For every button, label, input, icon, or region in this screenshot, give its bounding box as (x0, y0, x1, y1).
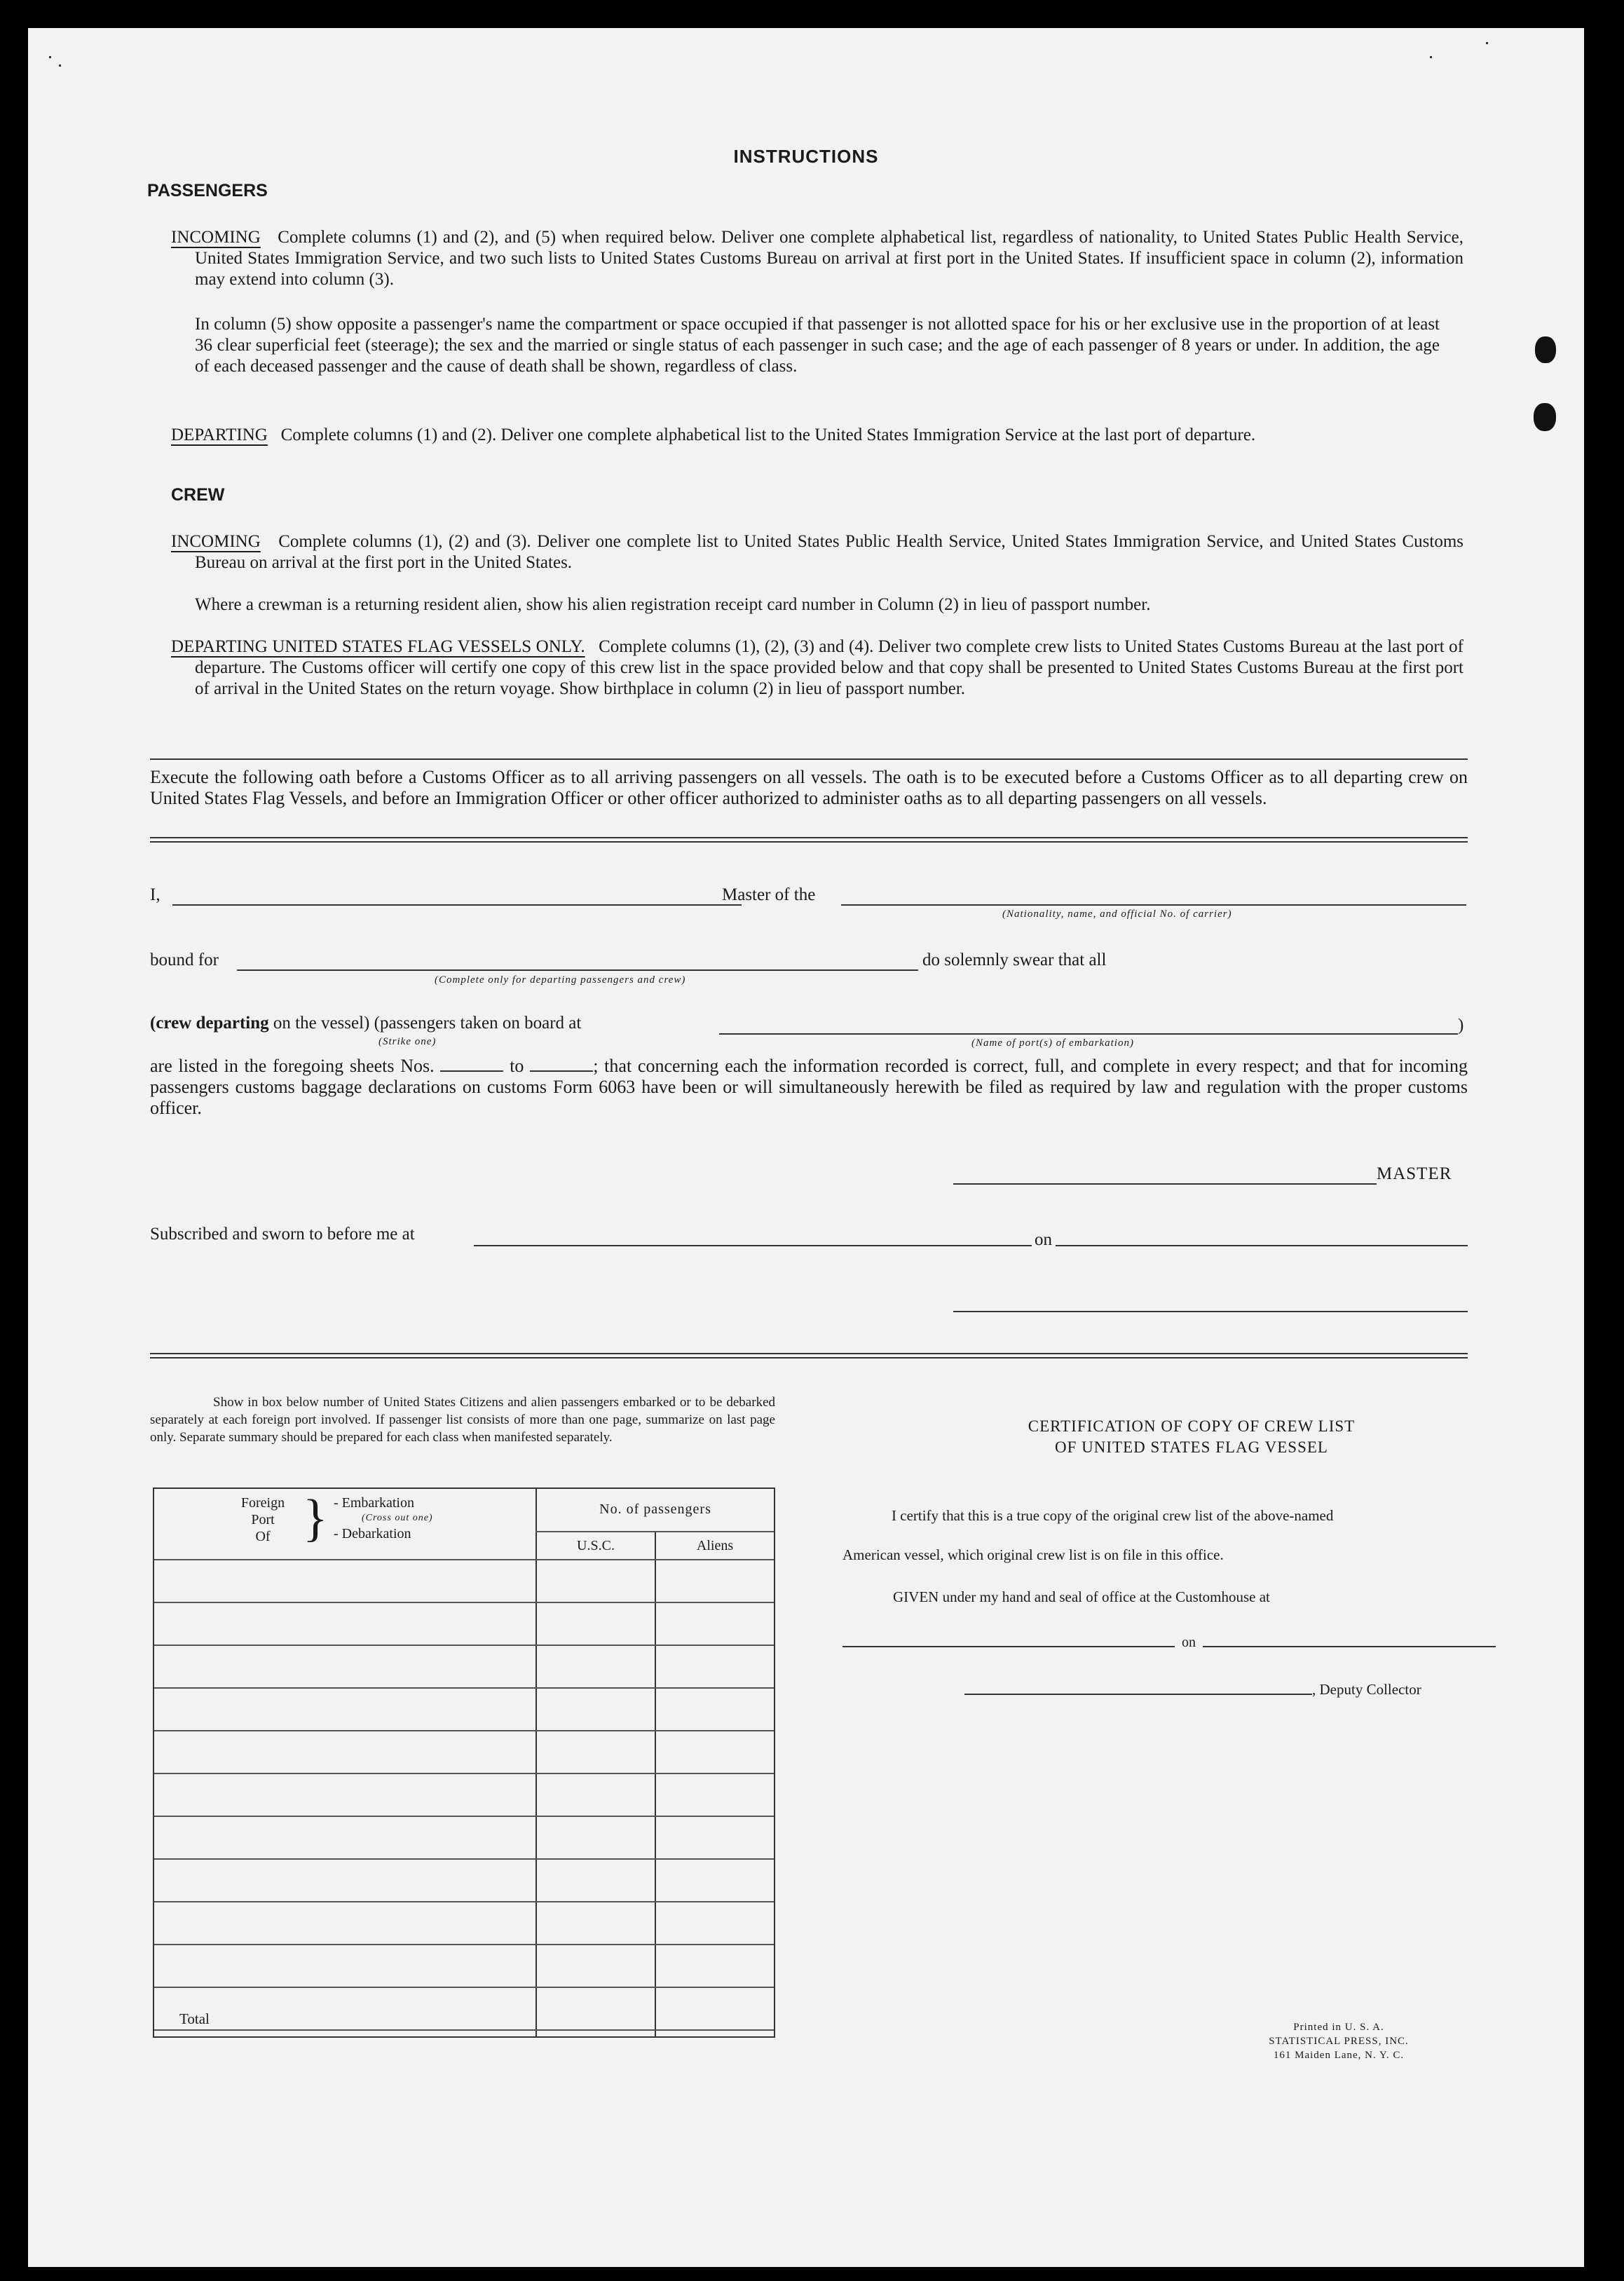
subscribed-date-field[interactable] (1056, 1245, 1468, 1246)
debarkation-label: - Debarkation (334, 1526, 411, 1541)
name-of-ports-hint: (Name of port(s) of embarkation) (971, 1037, 1134, 1049)
double-divider (150, 1353, 1468, 1359)
incoming-label: INCOMING (171, 228, 261, 247)
master-signature-field[interactable] (953, 1183, 1377, 1185)
incoming-text: Complete columns (1) and (2), and (5) when required below. Deliver one complete alphabetical list, regardless of nationality, to United States Public Health Service, United States Immigration Service, and two such lists to United States Customs Bureau on arrival at first port in the United States. If insufficient space in column (2), information may extend into column (3). (195, 228, 1464, 289)
sheet-to-field[interactable] (530, 1056, 593, 1072)
customhouse-field[interactable] (842, 1646, 1175, 1647)
certify-line1: I certify that this is a true copy of the original crew list of the above-named (892, 1507, 1334, 1524)
embark-debark-labels (334, 1494, 523, 1542)
usc-header: U.S.C. (577, 1538, 615, 1553)
double-divider (150, 837, 1468, 843)
certification-title-line1: CERTIFICATION OF COPY OF CREW LIST (1028, 1417, 1356, 1435)
crew-incoming-text: Complete columns (1), (2) and (3). Deliver one complete list to United States Public Health Service, United States Immigration Service, and United States Customs Bureau on arrival at the first port in the United States. (195, 532, 1463, 572)
passengers-departing-paragraph (171, 425, 1463, 446)
bound-for-field[interactable] (237, 969, 918, 971)
do-solemnly-label: do solemnly swear that all (922, 951, 1107, 969)
close-paren: ) (1458, 1016, 1464, 1035)
port-label: Port (251, 1512, 275, 1527)
oath-intro: Execute the following oath before a Customs Officer as to all arriving passengers on all vessels. The oath is to be executed before a Customs Officer as to all departing crew on United States Flag Vessels, and before an Immigration Officer or other officer authorized to administer oaths as to all departing passengers on all vessels. (150, 767, 1468, 808)
printer-line3: 161 Maiden Lane, N. Y. C. (1273, 2050, 1405, 2061)
table-row-line (154, 1602, 774, 1603)
complete-only-hint: (Complete only for departing passengers and crew) (435, 974, 686, 986)
embarkation-ports-field[interactable] (719, 1033, 1458, 1035)
crew-heading: CREW (171, 485, 225, 505)
i-label: I, (150, 885, 161, 904)
on-the-vessel-label: on the vessel) (273, 1014, 370, 1033)
deputy-collector-label: , Deputy Collector (1312, 1681, 1421, 1698)
crew-incoming-label: INCOMING (171, 532, 261, 551)
deputy-signature-field[interactable] (964, 1694, 1312, 1695)
table-row-line (154, 1645, 774, 1646)
crew-departing-text: Complete columns (1), (2), (3) and (4). Deliver two complete crew lists to United States Customs Bureau at the last port of departure. The Customs officer will certify one copy of this crew list in the space provided below and that copy shall be presented to United States Customs Bureau at the first port of arrival in the United States on the return voyage. Show birthplace in column (2) in lieu of passport number. (195, 637, 1464, 698)
vessel-line (150, 1013, 581, 1034)
table-row-line (154, 1773, 774, 1774)
crew-departing-paragraph (171, 636, 1463, 700)
foreign-label: Foreign (240, 1495, 285, 1511)
table-row-line (154, 1687, 774, 1689)
to-label: to (510, 1056, 524, 1076)
bound-for-label: bound for (150, 951, 219, 969)
table-row-line (154, 1816, 774, 1817)
master-name-field[interactable] (172, 904, 742, 906)
departing-text: Complete columns (1) and (2). Deliver one complete alphabetical list to the United States Immigration Service at the last port of departure. (280, 425, 1256, 444)
passenger-summary-table (153, 1487, 775, 2038)
passengers-taken-label: (passengers taken on board at (374, 1014, 582, 1033)
carrier-field[interactable] (841, 904, 1466, 906)
table-row-line (154, 1901, 774, 1902)
crew-departing-label: DEPARTING UNITED STATES FLAG VESSELS ONLY. (171, 637, 585, 656)
scan-artifact (1535, 336, 1556, 363)
certify-line2: American vessel, which original crew list is on file in this office. (842, 1546, 1224, 1563)
certification-title (869, 1416, 1514, 1458)
column5-paragraph: In column (5) show opposite a passenger's name the compartment or space occupied if that passenger is not allotted space for his or her exclusive use in the proportion of at least 36 clear superficial feet (steerage); the sex and the married or single status of each passenger in such case; and the age of each passenger of 8 years or under. In addition, the age of each deceased passenger and the cause of death shall be shown, regardless of class. (195, 315, 1440, 376)
table-row-line (154, 1944, 774, 1945)
subscribed-place-field[interactable] (474, 1245, 1032, 1246)
passengers-incoming-paragraph (171, 227, 1463, 290)
table-row-line (154, 1858, 774, 1860)
crew-alien-paragraph: Where a crewman is a returning resident alien, show his alien registration receipt card number in Column (2) in lieu of passport number. (195, 595, 1151, 614)
nationality-hint: (Nationality, name, and official No. of carrier) (1002, 908, 1232, 920)
listed-rest: ; that concerning each the information recorded is correct, full, and complete in every respect; and that for incoming passengers customs baggage declarations on customs Form 6063 have been or will simultaneously herewith be filed as required by law and regulation with the proper customs officer. (150, 1056, 1468, 1118)
no-of-passengers-header: No. of passengers (599, 1502, 711, 1517)
master-of-label: Master of the (722, 885, 816, 904)
subscribed-label: Subscribed and sworn to before me at (150, 1225, 415, 1244)
printer-line2: STATISTICAL PRESS, INC. (1269, 2036, 1409, 2047)
brace: } (303, 1490, 328, 1547)
table-row-line (154, 1987, 774, 1988)
printer-line1: Printed in U. S. A. (1293, 2022, 1384, 2033)
officer-signature-field[interactable] (953, 1311, 1468, 1312)
divider (150, 758, 1468, 760)
master-label: MASTER (1377, 1164, 1452, 1183)
subscribed-on-label: on (1035, 1230, 1052, 1249)
passengers-heading: PASSENGERS (147, 181, 268, 200)
of-label: Of (255, 1529, 271, 1544)
listed-prefix: are listed in the foregoing sheets Nos. (150, 1056, 435, 1076)
total-label: Total (179, 2010, 210, 2027)
given-line: GIVEN under my hand and seal of office at the Customhouse at (893, 1588, 1270, 1605)
certification-date-field[interactable] (1203, 1646, 1496, 1647)
printer-imprint (1220, 2020, 1458, 2062)
foreign-port-label (231, 1494, 294, 1545)
strike-one-hint: (Strike one) (378, 1036, 437, 1047)
crew-incoming-paragraph (171, 531, 1463, 573)
listed-paragraph (150, 1056, 1468, 1119)
scan-artifact (1534, 403, 1556, 431)
departing-label: DEPARTING (171, 425, 268, 444)
aliens-header: Aliens (696, 1538, 734, 1553)
certification-on-label: on (1182, 1635, 1196, 1650)
crew-departing-label: (crew departing (150, 1014, 269, 1033)
table-row-line (154, 1730, 774, 1731)
sheet-from-field[interactable] (440, 1056, 503, 1072)
embarkation-label: - Embarkation (334, 1495, 414, 1511)
form-page (28, 28, 1584, 2267)
summary-note: Show in box below number of United States Citizens and alien passengers embarked or to be debarked separately at each foreign port involved. If passenger list consists of more than one page, summarize on last page only. Separate summary should be prepared for each class when manifested separately. (150, 1395, 775, 1445)
certification-title-line2: OF UNITED STATES FLAG VESSEL (1055, 1438, 1328, 1456)
instructions-title: INSTRUCTIONS (733, 146, 879, 167)
cross-out-hint: (Cross out one) (362, 1513, 433, 1523)
table-row-line (154, 2029, 774, 2031)
